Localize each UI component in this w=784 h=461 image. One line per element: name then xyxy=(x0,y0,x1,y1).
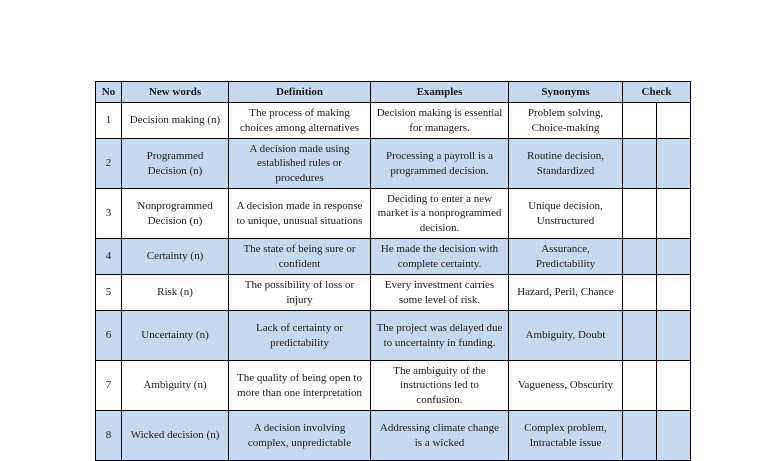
new-word: Ambiguity (n) xyxy=(122,361,229,411)
new-word: Wicked decision (n) xyxy=(122,411,229,461)
check-cell[interactable] xyxy=(657,311,691,361)
check-cell[interactable] xyxy=(623,361,657,411)
synonyms: Complex problem, Intractable issue xyxy=(509,411,623,461)
table-row xyxy=(96,361,691,411)
header-new-words: New words xyxy=(122,82,229,103)
table-row xyxy=(96,311,691,361)
definition: The quality of being open to more than one interpretation xyxy=(229,361,371,411)
check-cell[interactable] xyxy=(657,239,691,275)
definition: Lack of certainty or predictability xyxy=(229,311,371,361)
new-word: Uncertainty (n) xyxy=(122,311,229,361)
synonyms: Problem solving, Choice-making xyxy=(509,103,623,139)
table-row xyxy=(96,239,691,275)
synonyms: Hazard, Peril, Chance xyxy=(509,275,623,311)
row-number: 3 xyxy=(96,189,122,239)
check-cell[interactable] xyxy=(657,275,691,311)
example: Every investment carries some level of risk. xyxy=(371,275,509,311)
check-cell[interactable] xyxy=(623,311,657,361)
row-number: 7 xyxy=(96,361,122,411)
row-number: 5 xyxy=(96,275,122,311)
check-cell[interactable] xyxy=(657,189,691,239)
row-number: 8 xyxy=(96,411,122,461)
table-row xyxy=(96,139,691,189)
new-word: Certainty (n) xyxy=(122,239,229,275)
table-row xyxy=(96,189,691,239)
new-word: Decision making (n) xyxy=(122,103,229,139)
row-number: 4 xyxy=(96,239,122,275)
check-cell[interactable] xyxy=(623,189,657,239)
header-examples: Examples xyxy=(371,82,509,103)
check-cell[interactable] xyxy=(623,411,657,461)
row-number: 6 xyxy=(96,311,122,361)
example: The project was delayed due to uncertainty in funding. xyxy=(371,311,509,361)
check-cell[interactable] xyxy=(623,139,657,189)
example: Decision making is essential for managers. xyxy=(371,103,509,139)
definition: A decision made using established rules or procedures xyxy=(229,139,371,189)
synonyms: Routine decision, Standardized xyxy=(509,139,623,189)
row-number: 1 xyxy=(96,103,122,139)
new-word: Risk (n) xyxy=(122,275,229,311)
synonyms: Unique decision, Unstructured xyxy=(509,189,623,239)
example: Addressing climate change is a wicked xyxy=(371,411,509,461)
definition: The possibility of loss or injury xyxy=(229,275,371,311)
synonyms: Assurance, Predictability xyxy=(509,239,623,275)
example: Deciding to enter a new market is a nonprogrammed decision. xyxy=(371,189,509,239)
header-check: Check xyxy=(623,82,691,103)
definition: A decision involving complex, unpredictable xyxy=(229,411,371,461)
new-word: Nonprogrammed Decision (n) xyxy=(122,189,229,239)
example: Processing a payroll is a programmed decision. xyxy=(371,139,509,189)
check-cell[interactable] xyxy=(623,239,657,275)
definition: The state of being sure or confident xyxy=(229,239,371,275)
check-cell[interactable] xyxy=(657,103,691,139)
check-cell[interactable] xyxy=(657,411,691,461)
synonyms: Ambiguity, Doubt xyxy=(509,311,623,361)
example: The ambiguity of the instructions led to confusion. xyxy=(371,361,509,411)
check-cell[interactable] xyxy=(623,275,657,311)
row-number: 2 xyxy=(96,139,122,189)
definition: A decision made in response to unique, unusual situations xyxy=(229,189,371,239)
header-definition: Definition xyxy=(229,82,371,103)
vocabulary-table xyxy=(95,81,691,461)
check-cell[interactable] xyxy=(657,139,691,189)
example: He made the decision with complete certainty. xyxy=(371,239,509,275)
definition: The process of making choices among alternatives xyxy=(229,103,371,139)
table-row xyxy=(96,411,691,461)
header-no: No xyxy=(96,82,122,103)
new-word: Programmed Decision (n) xyxy=(122,139,229,189)
header-row xyxy=(96,82,691,103)
table-row xyxy=(96,103,691,139)
check-cell[interactable] xyxy=(623,103,657,139)
check-cell[interactable] xyxy=(657,361,691,411)
table-row xyxy=(96,275,691,311)
header-synonyms: Synonyms xyxy=(509,82,623,103)
synonyms: Vagueness, Obscurity xyxy=(509,361,623,411)
